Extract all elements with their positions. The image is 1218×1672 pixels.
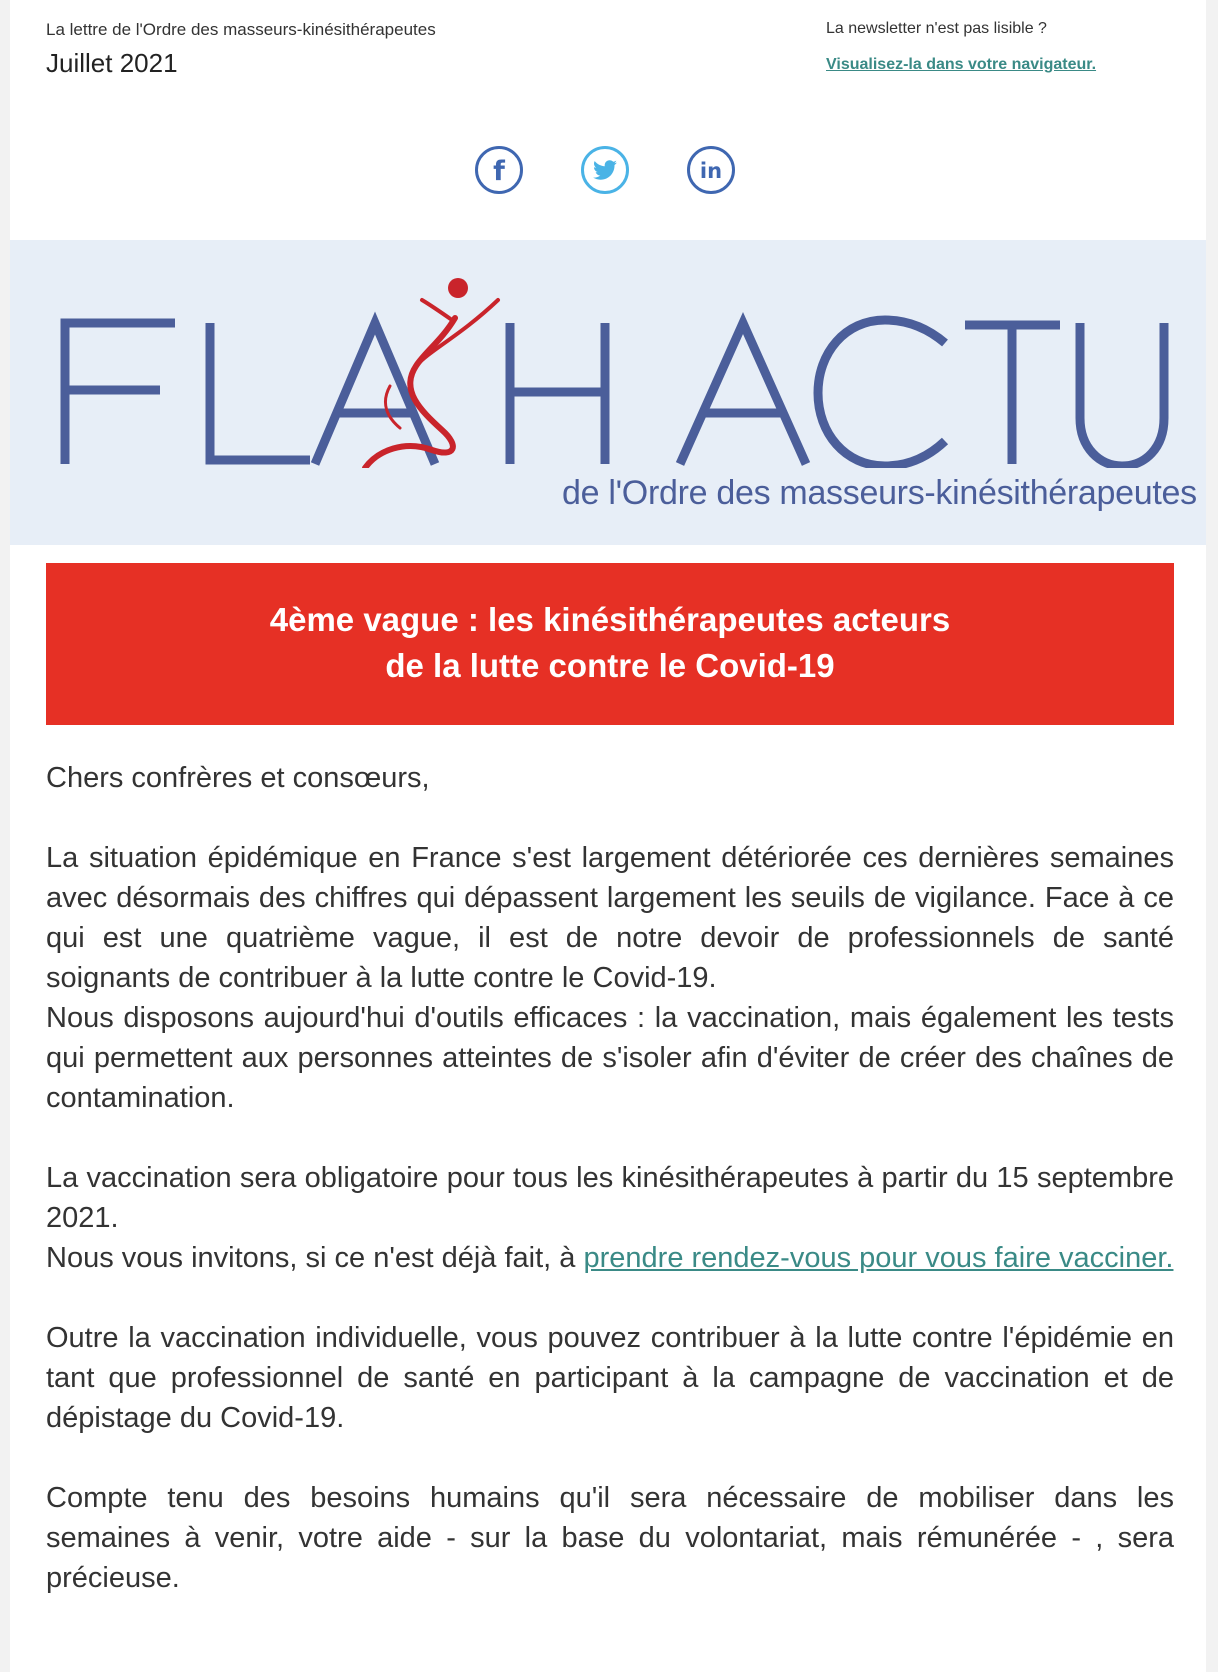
newsletter-tagline: La lettre de l'Ordre des masseurs-kinésithérapeutes	[46, 20, 436, 39]
dancer-figure	[365, 300, 498, 468]
paragraph-3: Outre la vaccination individuelle, vous pouvez contribuer à la lutte contre l'épidémie en tant que professionnel de santé en participant à la campagne de vaccination et de dépistage du Covid-19.	[46, 1322, 1174, 1434]
paragraph-2-a: La vaccination sera obligatoire pour tous les kinésithérapeutes à partir du 15 septembre 2021.	[46, 1162, 1174, 1234]
vaccination-appointment-link[interactable]: prendre rendez-vous pour vous faire vacciner.	[583, 1242, 1174, 1274]
paragraph-4: Compte tenu des besoins humains qu'il sera nécessaire de mobiliser dans les semaines à venir, votre aide - sur la base du volontariat, mais rémunérée - , sera précieuse.	[46, 1482, 1174, 1594]
paragraph-2-b: Nous vous invitons, si ce n'est déjà fait, à	[46, 1242, 576, 1274]
greeting: Chers confrères et consœurs,	[46, 762, 430, 794]
newsletter-sheet	[10, 0, 1206, 1672]
flash-actu-logo	[60, 278, 1170, 468]
svg-text:f: f	[493, 156, 505, 187]
twitter-icon[interactable]	[580, 145, 630, 195]
paragraph-2	[46, 1158, 1174, 1278]
newsletter-date: Juillet 2021	[46, 48, 178, 78]
paragraph-1-a: La situation épidémique en France s'est largement détériorée ces dernières semaines avec désormais des chiffres qui dépassent largement les seuils de vigilance. Face à ce qui est une quatrième vague, il est de notre devoir de professionnels de santé soignants de contribuer à la lutte contre le Covid-19.	[46, 842, 1174, 994]
view-in-browser-link[interactable]: Visualisez-la dans votre navigateur.	[826, 56, 1097, 73]
flash-actu-banner	[10, 240, 1206, 545]
headline-line-1: 4ème vague : les kinésithérapeutes acteurs	[269, 601, 951, 638]
linkedin-icon[interactable]	[686, 145, 736, 195]
paragraph-1-b: Nous disposons aujourd'hui d'outils efficaces : la vaccination, mais également les tests qui permettent aux personnes atteintes de s'isoler afin d'éviter de créer des chaînes de contamination.	[46, 1002, 1174, 1114]
article-body	[46, 758, 1174, 1638]
facebook-icon[interactable]	[474, 145, 524, 195]
banner-subtitle: de l'Ordre des masseurs-kinésithérapeutes	[562, 474, 1197, 512]
headline-line-2: de la lutte contre le Covid-19	[385, 647, 835, 684]
paragraph-1	[46, 838, 1174, 1118]
svg-text:in: in	[699, 159, 723, 183]
headline-box	[46, 563, 1174, 725]
unreadable-note: La newsletter n'est pas lisible ?	[826, 20, 1047, 37]
